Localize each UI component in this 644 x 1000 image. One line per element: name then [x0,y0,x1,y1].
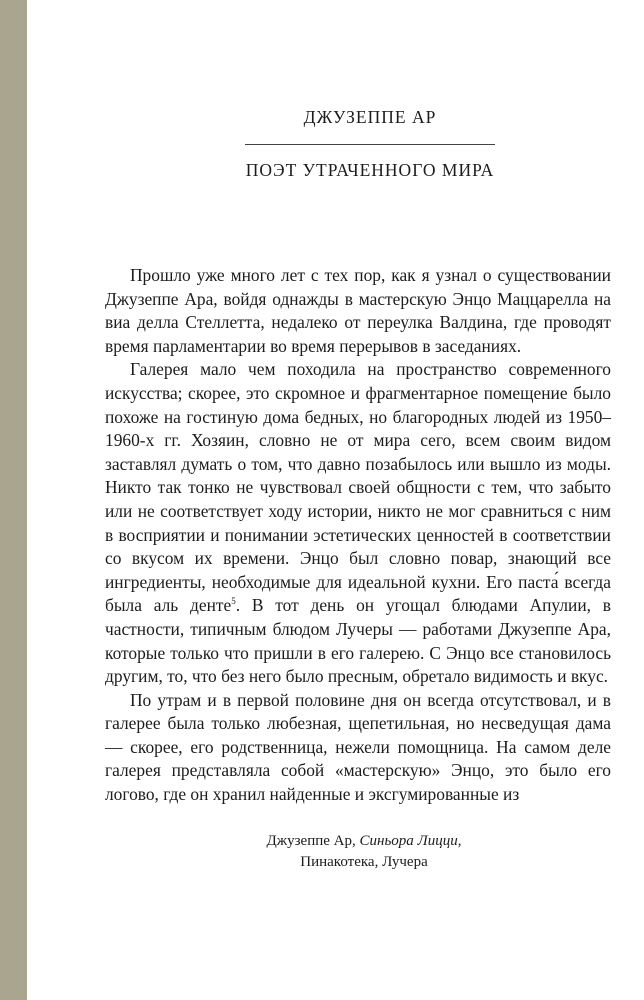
caption-line-1 [245,831,483,852]
chapter-header [220,106,520,181]
margin-bar [0,0,27,1000]
caption-work: Синьора Лицци [359,833,458,849]
paragraph-2 [105,358,611,688]
chapter-title: ПОЭТ УТРАЧЕННОГО МИРА [245,160,495,180]
paragraph-2-text-a: Галерея мало чем походила на пространство современного искусства; скорее, это скромное и фрагментарное помещение было похоже на гостиную дома бедных, но благородных людей из 1950–1960-х гг. Хозяин, словно не от мира сего, всем своим видом заставлял думать о том, что давно позабылось или вышло из моды. Никто так тонко не чувствовал своей общности с тем, что забыто или не соответствует ходу истории, никто не мог сравниться с ним в восприятии и понимании эстетических ценностей в соответствии со вкусом их времени. Энцо был словно повар, знающий все ингредиенты, необходимые для идеальной кухни. Его паста́ всегда была аль денте [105,359,611,616]
header-divider [245,144,495,145]
caption-artist: Джузеппе Ар, [266,833,360,849]
paragraph-1: Прошло уже много лет с тех пор, как я узнал о существовании Джузеппе Ара, войдя однажды в мастерскую Энцо Маццарелла на виа делла Стеллетта, недалеко от переулка Валдина, где проводят время парламентарии во время перерывов в заседаниях. [105,265,611,356]
body-text [105,264,611,807]
paragraph-2-text-b: . В тот день он угощал блюдами Апулии, в частности, типичным блюдом Лучеры — работами Джузеппе Ара, которые только что пришли в его галерею. С Энцо все становилось другим, то, что без него было пресным, обретало видимость и вкус. [105,595,611,687]
image-caption [245,831,483,873]
paragraph-3: По утрам и в первой половине дня он всегда отсутствовал, и в галерее была только любезная, щепетильная, но несведущая дама — скорее, его родственница, нежели помощница. На самом деле галерея представляла собой «мастерскую» Энцо, это было его логово, где он хранил найденные и эксгумированные из [105,689,611,805]
chapter-author: ДЖУЗЕППЕ АР [303,107,437,127]
caption-location: Пинакотека, Лучера [300,854,428,870]
caption-separator: , [457,833,462,849]
footnote-marker: 5 [231,596,236,607]
